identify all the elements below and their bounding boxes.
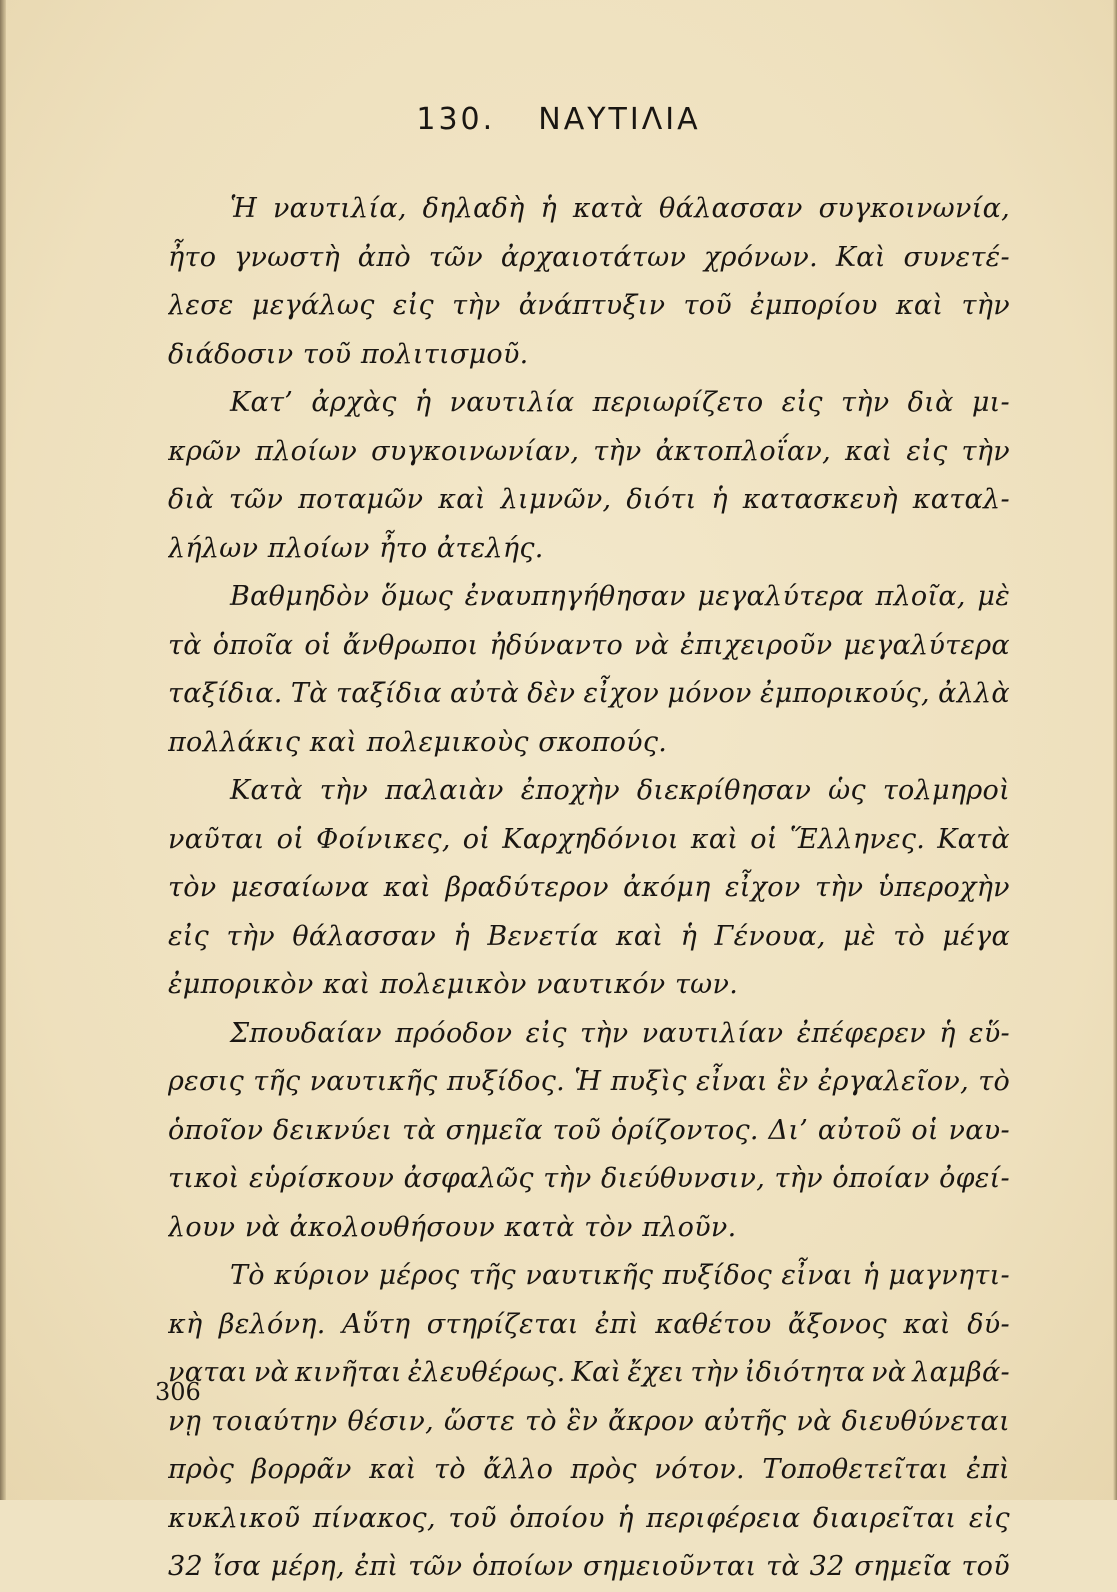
text-line: τὰ ὁποῖα οἱ ἄνθρωποι ἠδύναντο νὰ ἐπιχειροῦν μεγαλύτερα	[168, 629, 1010, 661]
text-line: Ἡ ναυτιλία, δηλαδὴ ἡ κατὰ θάλασσαν συγκοινωνία,	[230, 193, 1010, 224]
binding-edge	[0, 0, 6, 1500]
page-number: 306	[155, 1378, 201, 1406]
text-line: κρῶν πλοίων συγκοινωνίαν, τὴν ἀκτοπλοΐαν, καὶ εἰς τὴν	[168, 435, 1010, 467]
text-line: ναται νὰ κινῆται ἐλευθέρως. Καὶ ἔχει τὴν ἰδιότητα νὰ λαμβά-	[168, 1357, 1010, 1388]
text-line: πολλάκις καὶ πολεμικοὺς σκοπούς.	[168, 726, 668, 758]
text-line: τὸν μεσαίωνα καὶ βραδύτερον ἀκόμη εἶχον τὴν ὑπεροχὴν	[168, 872, 1010, 903]
text-line: κυκλικοῦ πίνακος, τοῦ ὁποίου ἡ περιφέρεια διαιρεῖται εἰς	[168, 1502, 1010, 1534]
text-line: ὁποῖον δεικνύει τὰ σημεῖα τοῦ ὁρίζοντος. Δι’ αὐτοῦ οἱ ναυ-	[168, 1114, 1010, 1146]
text-line: ρεσις τῆς ναυτικῆς πυξίδος. Ἡ πυξὶς εἶναι ἓν ἐργαλεῖον, τὸ	[168, 1066, 1010, 1097]
text-line: λεσε μεγάλως εἰς τὴν ἀνάπτυξιν τοῦ ἐμπορίου καὶ τὴν	[168, 290, 1010, 321]
section-number: 130.	[416, 102, 496, 137]
text-line: Βαθμηδὸν ὅμως ἐναυπηγήθησαν μεγαλύτερα πλοῖα, μὲ	[230, 581, 1010, 612]
text-line: 32 ἴσα μέρη, ἐπὶ τῶν ὁποίων σημειοῦνται τὰ 32 σημεῖα τοῦ	[168, 1551, 1010, 1582]
text-line: Τὸ κύριον μέρος τῆς ναυτικῆς πυξίδος εἶναι ἡ μαγνητι-	[230, 1260, 1010, 1291]
running-head	[0, 102, 1117, 137]
section-title: ΝΑΥΤΙΛΙΑ	[538, 102, 701, 137]
text-line: ταξίδια. Τὰ ταξίδια αὐτὰ δὲν εἶχον μόνον ἐμπορικούς, ἀλλὰ	[168, 678, 1010, 709]
page-edge	[1113, 0, 1117, 1500]
body-text	[168, 185, 1010, 1592]
text-line: τικοὶ εὑρίσκουν ἀσφαλῶς τὴν διεύθυνσιν, τὴν ὁποίαν ὀφεί-	[168, 1163, 1010, 1194]
text-line: Κατ’ ἀρχὰς ἡ ναυτιλία περιωρίζετο εἰς τὴν διὰ μι-	[230, 387, 1010, 418]
text-line: Κατὰ τὴν παλαιὰν ἐποχὴν διεκρίθησαν ὡς τολμηροὶ	[230, 775, 1010, 806]
text-line: ἦτο γνωστὴ ἀπὸ τῶν ἀρχαιοτάτων χρόνων. Καὶ συνετέ-	[168, 241, 1010, 273]
text-line: ναῦται οἱ Φοίνικες, οἱ Καρχηδόνιοι καὶ οἱ Ἕλληνες. Κατὰ	[168, 823, 1010, 855]
text-line: διάδοσιν τοῦ πολιτισμοῦ.	[168, 338, 529, 370]
text-line: Σπουδαίαν πρόοδον εἰς τὴν ναυτιλίαν ἐπέφερεν ἡ εὕ-	[230, 1017, 1010, 1049]
text-line: λήλων πλοίων ἦτο ἀτελής.	[168, 532, 544, 564]
text-line: πρὸς βορρᾶν καὶ τὸ ἄλλο πρὸς νότον. Τοποθετεῖται ἐπὶ	[168, 1454, 1010, 1485]
text-line: διὰ τῶν ποταμῶν καὶ λιμνῶν, διότι ἡ κατασκευὴ καταλ-	[168, 484, 1010, 515]
text-line: λουν νὰ ἀκολουθήσουν κατὰ τὸν πλοῦν.	[168, 1211, 737, 1243]
text-line: εἰς τὴν θάλασσαν ἡ Βενετία καὶ ἡ Γένουα, μὲ τὸ μέγα	[168, 920, 1010, 952]
text-line: ἐμπορικὸν καὶ πολεμικὸν ναυτικόν των.	[168, 969, 739, 1000]
text-line: νῃ τοιαύτην θέσιν, ὥστε τὸ ἓν ἄκρον αὐτῆς νὰ διευθύνεται	[168, 1405, 1010, 1437]
text-line: κὴ βελόνη. Αὕτη στηρίζεται ἐπὶ καθέτου ἄξονος καὶ δύ-	[168, 1308, 1010, 1340]
